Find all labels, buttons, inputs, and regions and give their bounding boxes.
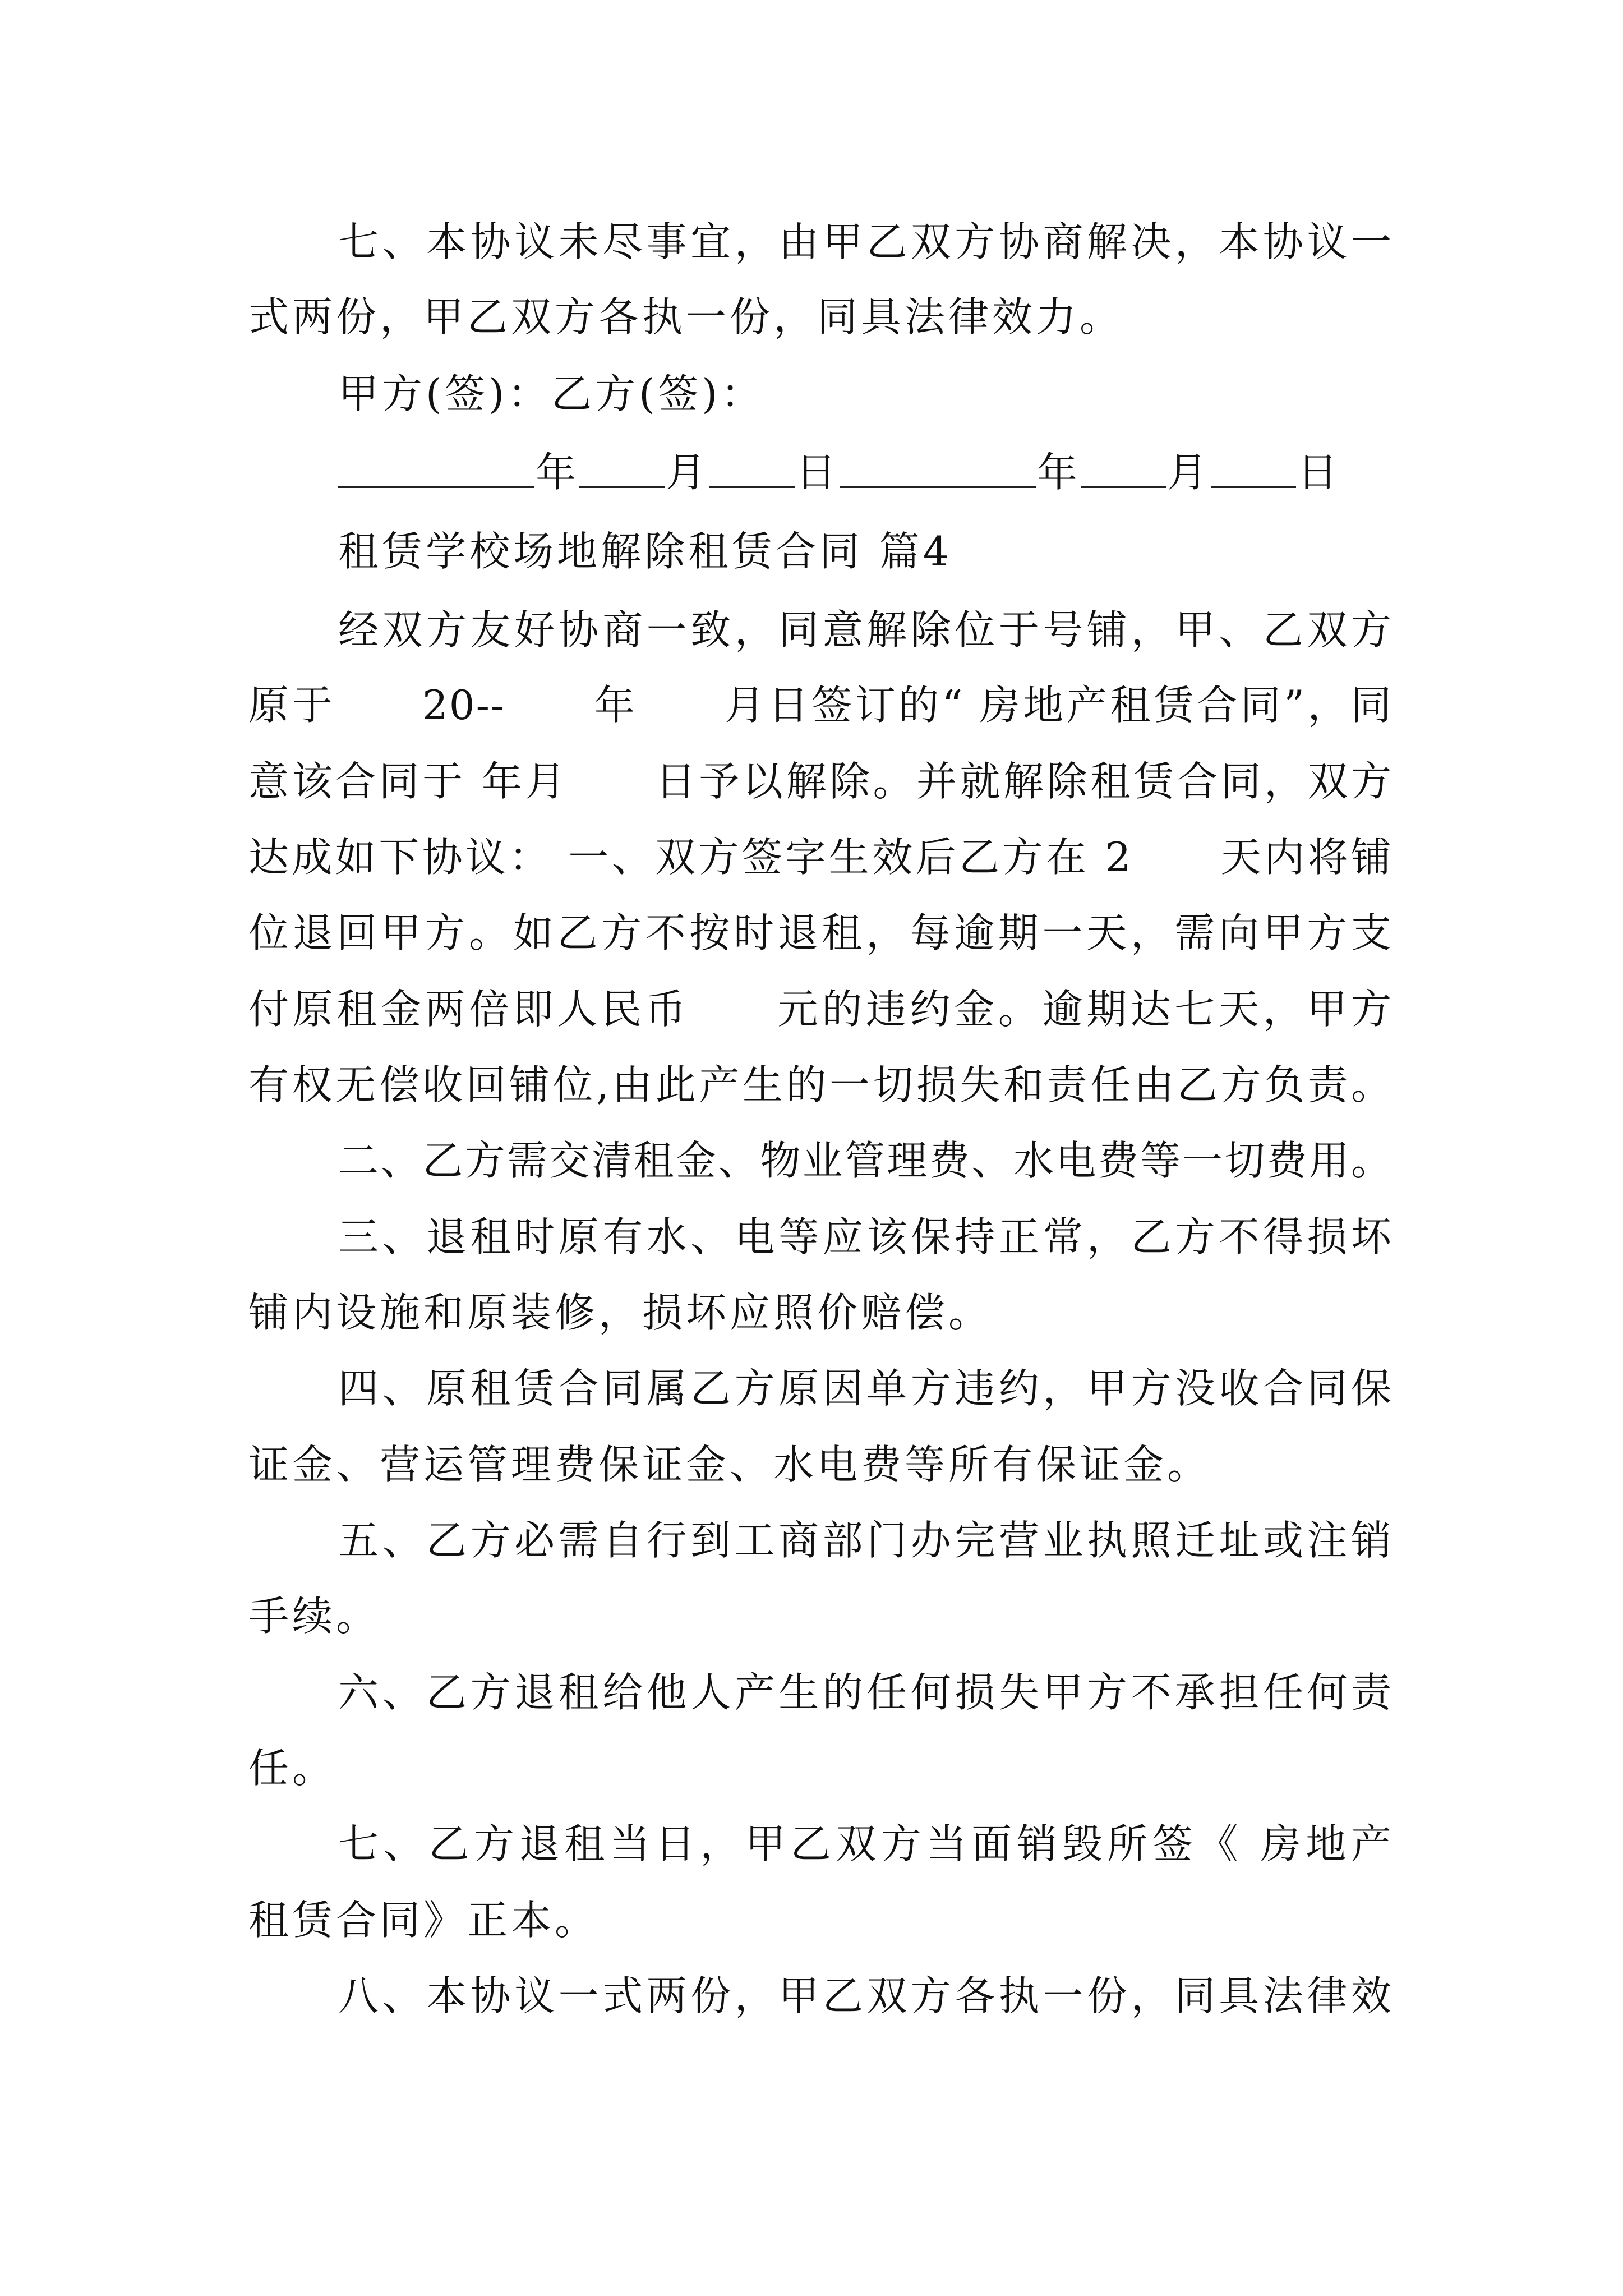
paragraph-line: 三、退租时原有水、电等应该保持正常，乙方不得损坏 <box>338 1213 1393 1260</box>
blank-line <box>338 447 534 488</box>
blank-line <box>1081 447 1166 488</box>
paragraph-line: 七、本协议未尽事宜，由甲乙双方协商解决，本协议一 <box>338 218 1393 265</box>
paragraph-line: 六、乙方退租给他人产生的任何损失甲方不承担任何责 <box>338 1669 1393 1716</box>
year-label: 年 <box>536 449 577 496</box>
paragraph-line: 五、乙方必需自行到工商部门办完营业执照迁址或注销 <box>338 1517 1393 1564</box>
blank-line <box>579 447 665 488</box>
paragraph-line: 有权无偿收回铺位,由此产生的一切损失和责任由乙方负责。 <box>248 1061 1393 1108</box>
paragraph-line: 任。 <box>248 1745 336 1792</box>
paragraph-line: 位退回甲方。如乙方不按时退租，每逾期一天，需向甲方支 <box>248 909 1393 956</box>
paragraph-line: 七、乙方退租当日，甲乙双方当面销毁所签《 房地产 <box>338 1820 1393 1867</box>
paragraph-line: 证金、营运管理费保证金、水电费等所有保证金。 <box>248 1441 1211 1488</box>
paragraph-line: 式两份，甲乙双方各执一份，同具法律效力。 <box>248 293 1124 341</box>
paragraph-line: 租赁合同》正本。 <box>248 1897 599 1944</box>
paragraph-line: 四、原租赁合同属乙方原因单方违约，甲方没收合同保 <box>338 1365 1393 1412</box>
paragraph-line: 二、乙方需交清租金、物业管理费、水电费等一切费用。 <box>338 1137 1393 1184</box>
paragraph-line: 经双方友好协商一致，同意解除位于号铺，甲、乙双方 <box>338 606 1393 654</box>
paragraph-line: 八、本协议一式两份，甲乙双方各执一份，同具法律效 <box>338 1972 1393 2019</box>
paragraph-line: 意该合同于 年月 日予以解除。并就解除租赁合同，双方 <box>248 758 1393 805</box>
paragraph-line: 原于 20-- 年 月日签订的“ 房地产租赁合同”，同 <box>248 682 1393 729</box>
signature-label: 甲方(签)：乙方(签)： <box>338 370 765 417</box>
day-label: 日 <box>1297 449 1338 496</box>
blank-line <box>840 447 1036 488</box>
year-label: 年 <box>1037 449 1078 496</box>
paragraph-line: 铺内设施和原装修，损坏应照价赔偿。 <box>248 1289 993 1336</box>
blank-line <box>1211 447 1296 488</box>
month-label: 月 <box>666 449 707 496</box>
day-label: 日 <box>796 449 837 496</box>
section-heading: 租赁学校场地解除租赁合同 篇4 <box>338 528 952 575</box>
paragraph-line: 手续。 <box>248 1593 380 1640</box>
blank-line <box>709 447 795 488</box>
paragraph-line: 付原租金两倍即人民币 元的违约金。逾期达七天，甲方 <box>248 986 1393 1033</box>
paragraph-line: 达成如下协议： 一、双方签字生效后乙方在 2 天内将铺 <box>248 834 1393 881</box>
date-row <box>338 447 1393 498</box>
month-label: 月 <box>1167 449 1208 496</box>
